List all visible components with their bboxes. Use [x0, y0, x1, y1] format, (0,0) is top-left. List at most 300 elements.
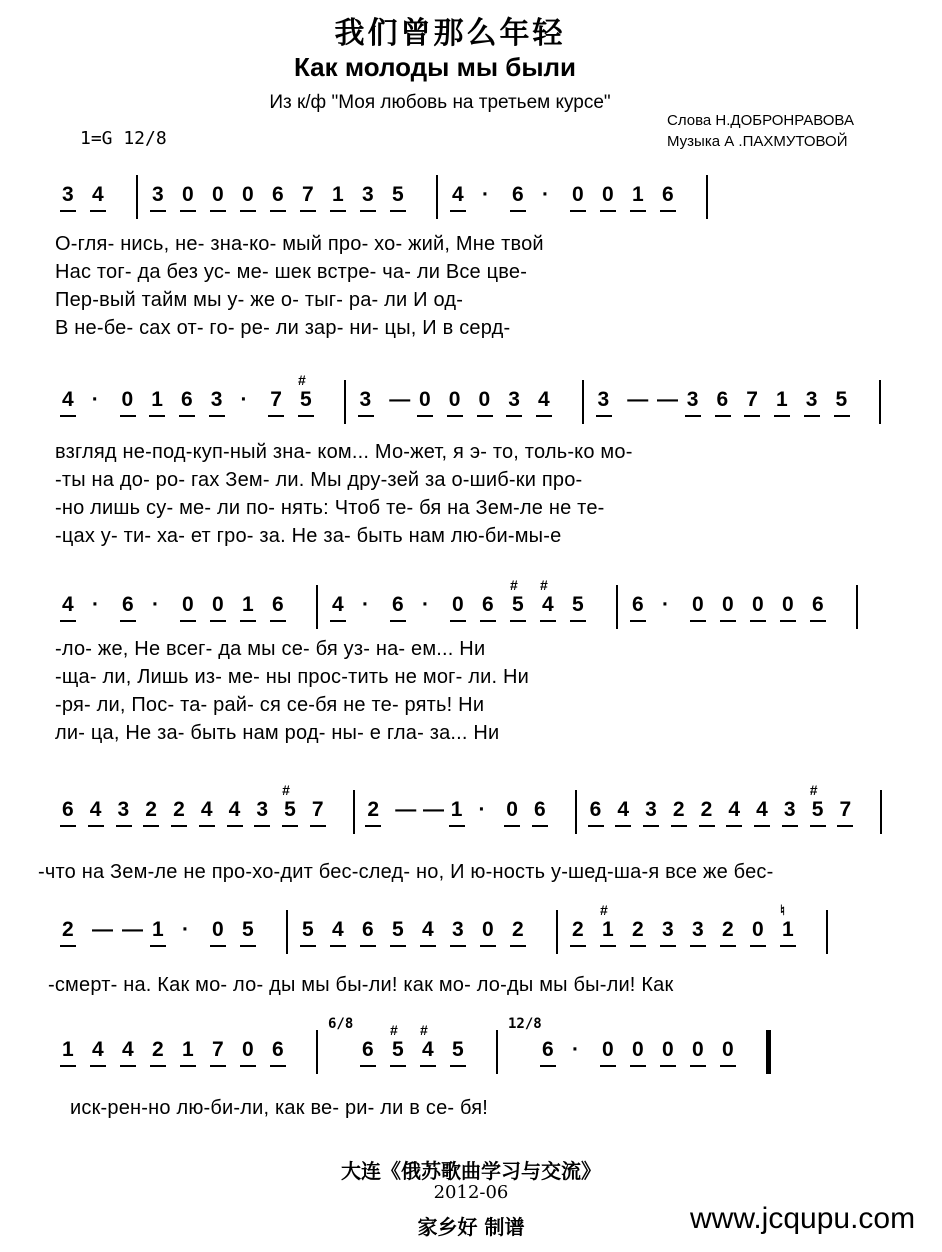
note: 0	[602, 183, 614, 206]
note: # 5	[510, 577, 524, 616]
note: 3	[210, 388, 223, 411]
barline	[706, 175, 708, 219]
beam-underline	[630, 210, 646, 212]
beam-underline	[270, 1065, 286, 1067]
note: 4	[62, 388, 74, 411]
note: 2	[512, 918, 524, 941]
russian-title: Как молоды мы были	[293, 52, 577, 82]
beam-underline	[510, 620, 526, 622]
note: 5	[392, 183, 404, 206]
note: 6	[272, 1038, 284, 1061]
note: 5	[302, 918, 314, 941]
note: 3	[686, 388, 699, 411]
lyric-line: -ря- ли, Пос- та- рай- ся се-бя не те- рять! Ни	[55, 694, 485, 716]
website-watermark: www.jcqupu.com	[690, 1202, 916, 1235]
barline	[616, 585, 618, 629]
final-barline	[766, 1030, 771, 1074]
note: 0	[242, 1038, 254, 1061]
beam-underline	[570, 945, 586, 947]
barline	[879, 380, 881, 424]
barline	[136, 175, 138, 219]
beam-underline	[450, 1065, 466, 1067]
beam-underline	[450, 945, 466, 947]
note: 0	[242, 183, 254, 206]
note: 4	[92, 183, 104, 206]
note: 3	[645, 798, 657, 821]
beam-underline	[360, 945, 376, 947]
beam-underline	[143, 825, 159, 827]
note: 0	[419, 388, 431, 411]
note: 3	[662, 918, 674, 941]
beam-underline	[210, 1065, 226, 1067]
note: 4	[728, 798, 741, 821]
beam-underline	[720, 620, 736, 622]
note: ·	[92, 593, 99, 616]
beam-underline	[60, 945, 76, 947]
note: 0	[662, 1038, 674, 1061]
note: ·	[240, 388, 248, 411]
beam-underline	[150, 210, 166, 212]
beam-underline	[300, 210, 316, 212]
beam-underline	[120, 1065, 136, 1067]
beam-underline	[715, 415, 731, 417]
lyric-line: -но лишь су- ме- ли по- нять: Чтоб те- бя на Зем-ле не те-	[55, 497, 605, 519]
lyric-line: взгляд не-под-куп-ный зна- ком... Мо-жет, я э- то, толь-ко мо-	[55, 441, 633, 463]
note: 5	[242, 918, 254, 941]
note: 1	[450, 798, 463, 821]
note: # 5	[298, 372, 312, 411]
barline	[353, 790, 355, 834]
footer-date: 2012-06	[433, 1182, 509, 1203]
beam-underline	[754, 825, 770, 827]
beam-underline	[358, 415, 374, 417]
key-signature: 1=G 12/8	[80, 128, 167, 149]
beam-underline	[171, 825, 187, 827]
note: 7	[839, 798, 852, 821]
lyric-line: -что на Зем-ле не про-хо-дит бес-след- но, И ю-ность у-шед-ша-я все же бес-	[38, 861, 774, 883]
meter-change: 12/8	[508, 1016, 542, 1032]
note: 5	[392, 918, 404, 941]
barline	[496, 1030, 498, 1074]
beam-underline	[210, 210, 226, 212]
note: 3	[805, 388, 818, 411]
note: 4	[756, 798, 768, 821]
beam-underline	[536, 415, 552, 417]
beam-underline	[447, 415, 463, 417]
note: 3	[597, 388, 610, 411]
beam-underline	[699, 825, 715, 827]
note: 0	[632, 1038, 644, 1061]
note: 6	[632, 593, 644, 616]
beam-underline	[690, 945, 706, 947]
note: 6	[272, 593, 284, 616]
beam-underline	[630, 620, 646, 622]
beam-underline	[240, 1065, 256, 1067]
beam-underline	[449, 825, 465, 827]
beam-underline	[510, 945, 526, 947]
note: 3	[117, 798, 130, 821]
note: 0	[478, 388, 491, 411]
note: 0	[212, 183, 224, 206]
note: # 5	[390, 1022, 404, 1061]
note: ·	[182, 918, 189, 941]
beam-underline	[480, 620, 496, 622]
note: 2	[62, 918, 74, 941]
note: ·	[572, 1038, 579, 1061]
note: 0	[572, 183, 584, 206]
sharp-icon: #	[390, 1022, 398, 1038]
note: 4	[332, 918, 344, 941]
note: ·	[482, 183, 489, 206]
note: 4	[617, 798, 630, 821]
beam-underline	[477, 415, 493, 417]
beam-underline	[750, 620, 766, 622]
beam-underline	[90, 1065, 106, 1067]
note: 3	[62, 183, 74, 206]
note: ·	[152, 593, 159, 616]
beam-underline	[630, 945, 646, 947]
note: 6	[662, 183, 674, 206]
meter-change: 6/8	[328, 1016, 354, 1032]
beam-underline	[750, 945, 766, 947]
note: 7	[212, 1038, 224, 1061]
beam-underline	[690, 620, 706, 622]
beam-underline	[210, 945, 226, 947]
note: 6	[392, 593, 404, 616]
beam-underline	[240, 945, 256, 947]
beam-underline	[774, 415, 790, 417]
beam-underline	[540, 620, 556, 622]
beam-underline	[450, 620, 466, 622]
note: 4	[200, 798, 213, 821]
note: —	[657, 388, 678, 411]
note: 1	[242, 593, 254, 616]
note: —	[627, 388, 649, 411]
music-credit: Музыка А .ПАХМУТОВОЙ	[667, 133, 848, 150]
beam-underline	[810, 620, 826, 622]
note: 5	[572, 593, 584, 616]
beam-underline	[270, 620, 286, 622]
beam-underline	[685, 415, 701, 417]
beam-underline	[643, 825, 659, 827]
sharp-icon: #	[298, 372, 306, 388]
beam-underline	[268, 415, 284, 417]
beam-underline	[615, 825, 631, 827]
lyric-line: О-гля- нись, не- зна-ко- мый про- хо- жий, Мне твой	[55, 233, 544, 255]
beam-underline	[596, 415, 612, 417]
beam-underline	[420, 945, 436, 947]
sharp-icon: #	[282, 782, 290, 798]
note: 3	[692, 918, 704, 941]
beam-underline	[330, 945, 346, 947]
note: 1	[632, 183, 644, 206]
note: 5	[835, 388, 848, 411]
note: 7	[311, 798, 324, 821]
barline	[316, 1030, 318, 1074]
beam-underline	[180, 1065, 196, 1067]
beam-underline	[660, 945, 676, 947]
note: ♮ 1	[780, 902, 794, 941]
note: 6	[362, 1038, 374, 1061]
note: ·	[91, 388, 99, 411]
note: 4	[422, 918, 434, 941]
beam-underline	[390, 1065, 406, 1067]
barline	[316, 585, 318, 629]
note: 0	[692, 593, 704, 616]
note: 6	[542, 1038, 554, 1061]
note: 6	[512, 183, 524, 206]
note: 7	[746, 388, 758, 411]
beam-underline	[210, 620, 226, 622]
beam-underline	[804, 415, 820, 417]
note: 2	[722, 918, 734, 941]
beam-underline	[630, 1065, 646, 1067]
lyric-line: -цах у- ти- ха- ет гро- за. Не за- быть нам лю-би-мы-е	[55, 525, 562, 547]
note: 6	[482, 593, 494, 616]
barline	[344, 380, 346, 424]
note: # 5	[282, 782, 296, 821]
beam-underline	[660, 210, 676, 212]
beam-underline	[150, 1065, 166, 1067]
note: 0	[448, 388, 461, 411]
note: 4	[332, 593, 344, 616]
barline	[286, 910, 288, 954]
note: 3	[362, 183, 374, 206]
note: 0	[752, 593, 764, 616]
beam-underline	[600, 945, 616, 947]
beam-underline	[690, 1065, 706, 1067]
lyric-line: -смерт- на. Как мо- ло- ды мы бы-ли! как мо- ло-ды мы бы-ли! Как	[48, 974, 674, 996]
note: 1	[151, 388, 163, 411]
lyric-line: -ты на до- ро- гах Зем- ли. Мы дру-зей за о-шиб-ки про-	[55, 469, 583, 491]
beam-underline	[570, 620, 586, 622]
note: 6	[362, 918, 374, 941]
note: 4	[62, 593, 74, 616]
lyric-line: В не-бе- сах от- го- ре- ли зар- ни- цы, И в серд-	[55, 317, 511, 339]
barline	[582, 380, 584, 424]
note: 6	[181, 388, 193, 411]
beam-underline	[671, 825, 687, 827]
note: 2	[672, 798, 685, 821]
beam-underline	[60, 415, 76, 417]
note: # 4	[540, 577, 554, 616]
note: 0	[692, 1038, 704, 1061]
note: 4	[538, 388, 550, 411]
note: 2	[152, 1038, 164, 1061]
barline	[856, 585, 858, 629]
note: 4	[228, 798, 241, 821]
lyric-line: иск-рен-но лю-би-ли, как ве- ри- ли в се- бя!	[70, 1097, 489, 1119]
note: ·	[362, 593, 369, 616]
beam-underline	[420, 1065, 436, 1067]
beam-underline	[570, 210, 586, 212]
note: 6	[534, 798, 546, 821]
beam-underline	[360, 1065, 376, 1067]
note: 1	[182, 1038, 194, 1061]
beam-underline	[310, 825, 326, 827]
note: 5	[452, 1038, 464, 1061]
film-subtitle: Из к/ф "Моя любовь на третьем курсе"	[269, 92, 611, 113]
lyrics-credit: Слова Н.ДОБРОНРАВОВА	[667, 112, 854, 129]
note: 2	[632, 918, 644, 941]
note: 2	[145, 798, 157, 821]
beam-underline	[90, 210, 106, 212]
note: 2	[367, 798, 380, 821]
beam-underline	[480, 945, 496, 947]
note: 1	[62, 1038, 74, 1061]
note: 0	[602, 1038, 614, 1061]
beam-underline	[240, 620, 256, 622]
beam-underline	[179, 415, 195, 417]
note: 4	[122, 1038, 134, 1061]
beam-underline	[60, 825, 76, 827]
beam-underline	[780, 620, 796, 622]
beam-underline	[199, 825, 215, 827]
note: 7	[302, 183, 314, 206]
beam-underline	[390, 620, 406, 622]
beam-underline	[209, 415, 225, 417]
beam-underline	[270, 210, 286, 212]
barline	[826, 910, 828, 954]
note: 0	[722, 593, 734, 616]
beam-underline	[120, 415, 136, 417]
note: 2	[700, 798, 713, 821]
note: 0	[452, 593, 464, 616]
barline	[436, 175, 438, 219]
sharp-icon: #	[809, 782, 818, 798]
beam-underline	[540, 1065, 556, 1067]
note: 0	[182, 593, 194, 616]
lyric-line: Пер-вый тайм мы у- же о- тыг- ра- ли И од-	[55, 289, 464, 311]
note: 0	[506, 798, 518, 821]
beam-underline	[744, 415, 760, 417]
beam-underline	[300, 945, 316, 947]
note: —	[92, 918, 113, 941]
note: # 1	[600, 902, 614, 941]
beam-underline	[360, 210, 376, 212]
note: # 5	[809, 782, 824, 821]
beam-underline	[120, 620, 136, 622]
note: 3	[256, 798, 269, 821]
note: 4	[452, 183, 464, 206]
barline	[556, 910, 558, 954]
note: —	[422, 798, 444, 821]
footer-arranger: 家乡好 制谱	[417, 1215, 525, 1239]
note: 3	[452, 918, 464, 941]
note: 0	[782, 593, 794, 616]
note: 1	[152, 918, 164, 941]
beam-underline	[588, 825, 604, 827]
note: 0	[722, 1038, 734, 1061]
note: —	[389, 388, 411, 411]
note: 1	[776, 388, 788, 411]
beam-underline	[240, 210, 256, 212]
note: 0	[212, 918, 224, 941]
beam-underline	[180, 620, 196, 622]
note: 3	[508, 388, 520, 411]
beam-underline	[450, 210, 466, 212]
note: 3	[783, 798, 796, 821]
barline	[575, 790, 577, 834]
note: 6	[589, 798, 602, 821]
beam-underline	[330, 210, 346, 212]
beam-underline	[150, 945, 166, 947]
beam-underline	[417, 415, 433, 417]
beam-underline	[532, 825, 548, 827]
beam-underline	[510, 210, 526, 212]
beam-underline	[834, 415, 850, 417]
beam-underline	[720, 1065, 736, 1067]
beam-underline	[180, 210, 196, 212]
beam-underline	[837, 825, 853, 827]
barline	[880, 790, 882, 834]
beam-underline	[390, 210, 406, 212]
beam-underline	[330, 620, 346, 622]
note: 0	[482, 918, 494, 941]
note: ·	[542, 183, 549, 206]
lyric-line: -ща- ли, Лишь из- ме- ны прос-тить не мог- ли. Ни	[55, 666, 530, 688]
note: 6	[812, 593, 824, 616]
note: 6	[272, 183, 284, 206]
beam-underline	[780, 945, 796, 947]
note: ·	[478, 798, 486, 821]
note: 0	[212, 593, 224, 616]
note: ·	[422, 593, 429, 616]
natural-icon: ♮	[780, 902, 786, 918]
note: 1	[332, 183, 344, 206]
chinese-title: 我们曾那么年轻	[334, 16, 566, 51]
note: 4	[89, 798, 102, 821]
beam-underline	[60, 1065, 76, 1067]
beam-underline	[116, 825, 132, 827]
sharp-icon: #	[540, 577, 548, 593]
beam-underline	[88, 825, 104, 827]
beam-underline	[60, 210, 76, 212]
note: 2	[173, 798, 185, 821]
note: —	[122, 918, 143, 941]
note: 7	[270, 388, 282, 411]
note: 0	[182, 183, 194, 206]
beam-underline	[60, 620, 76, 622]
note: 3	[152, 183, 164, 206]
beam-underline	[782, 825, 798, 827]
beam-underline	[660, 1065, 676, 1067]
beam-underline	[600, 1065, 616, 1067]
beam-underline	[600, 210, 616, 212]
beam-underline	[227, 825, 243, 827]
sharp-icon: #	[600, 902, 608, 918]
beam-underline	[504, 825, 520, 827]
sharp-icon: #	[510, 577, 518, 593]
footer-source: 大连《俄苏歌曲学习与交流》	[341, 1159, 601, 1183]
beam-underline	[254, 825, 270, 827]
note: 6	[716, 388, 729, 411]
lyric-line: -ло- же, Не всег- да мы се- бя уз- на- ем... Ни	[55, 638, 486, 660]
lyric-line: ли- ца, Не за- быть нам род- ны- е гла- за... Ни	[55, 722, 500, 744]
note: # 4	[420, 1022, 434, 1061]
beam-underline	[726, 825, 742, 827]
sharp-icon: #	[420, 1022, 428, 1038]
note: 6	[62, 798, 74, 821]
note: 3	[359, 388, 372, 411]
note: —	[395, 798, 417, 821]
note: 4	[92, 1038, 104, 1061]
beam-underline	[720, 945, 736, 947]
note: ·	[662, 593, 669, 616]
beam-underline	[282, 825, 298, 827]
beam-underline	[365, 825, 381, 827]
note: 0	[121, 388, 134, 411]
